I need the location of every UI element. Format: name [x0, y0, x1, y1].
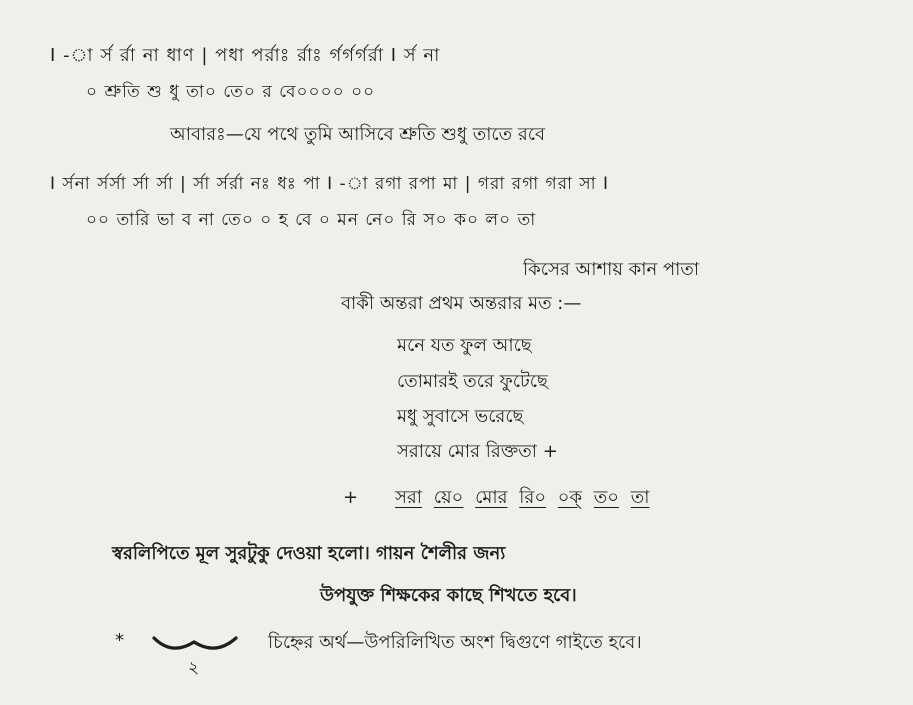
lyric-line-1b: ০ শ্রুতি শু ধু তা০ তে০ র বে০০০০ ০০	[86, 82, 376, 102]
verse-line-2: তোমারই তরে ফুটেছে	[397, 371, 548, 392]
plus-line	[395, 489, 649, 507]
verse-line-4: সরায়ে মোর রিক্ততা +	[397, 441, 558, 462]
kiser-line: কিসের আশায় কান পাতা	[523, 259, 700, 280]
plus-sign: +	[343, 487, 359, 508]
footnote-mark-digit: ২	[188, 658, 200, 678]
footnote-star: *	[115, 630, 124, 651]
plus-token-1: সরা	[395, 487, 423, 508]
footnote-line-2: উপযুক্ত শিক্ষকের কাছে শিখতে হবে।	[320, 585, 577, 606]
plus-token-3: মোর	[475, 487, 508, 508]
notation-line-2a: I র্সনা র্সর্সা র্সা র্সা | র্সা র্সর্রা নঃ ধঃ পা I -া রগা রপা মা | গরা রগা গরা সা I	[50, 174, 609, 194]
plus-token-2: য়ে০	[433, 487, 464, 508]
repeat-mark-icon	[150, 628, 240, 658]
footnote-line-3: চিহ্নের অর্থ—উপরিলিখিত অংশ দ্বিগুণে গাইতে হবে।	[268, 632, 642, 653]
repeat-line: আবারঃ—যে পথে তুমি আসিবে শ্রুতি শুধু তাতে রবে	[170, 124, 546, 145]
plus-token-4: রি০	[519, 487, 547, 508]
plus-token-7: তা	[630, 487, 650, 508]
verse-line-3: মধু সুবাসে ভরেছে	[397, 406, 524, 427]
plus-token-6: ত০	[593, 487, 620, 508]
lyric-line-2b: ০০ তারি ভা ব না তে০ ০ হ বে ০ মন নে০ রি স০ ক০ ল০ তা	[86, 210, 537, 230]
baki-heading: বাকী অন্তরা প্রথম অন্তরার মত :—	[341, 293, 582, 314]
plus-token-5: ০ক্	[557, 487, 583, 508]
footnote-line-1: স্বরলিপিতে মূল সুরটুকু দেওয়া হলো। গায়ন শৈলীর জন্য	[112, 543, 506, 564]
notation-line-1a: I -া র্স র্রা না ধাণ | পধা পর্রাঃ র্রাঃ র্গর্গর্গর্রা I র্স না	[50, 45, 441, 66]
verse-line-1: মনে যত ফুল আছে	[397, 335, 532, 356]
